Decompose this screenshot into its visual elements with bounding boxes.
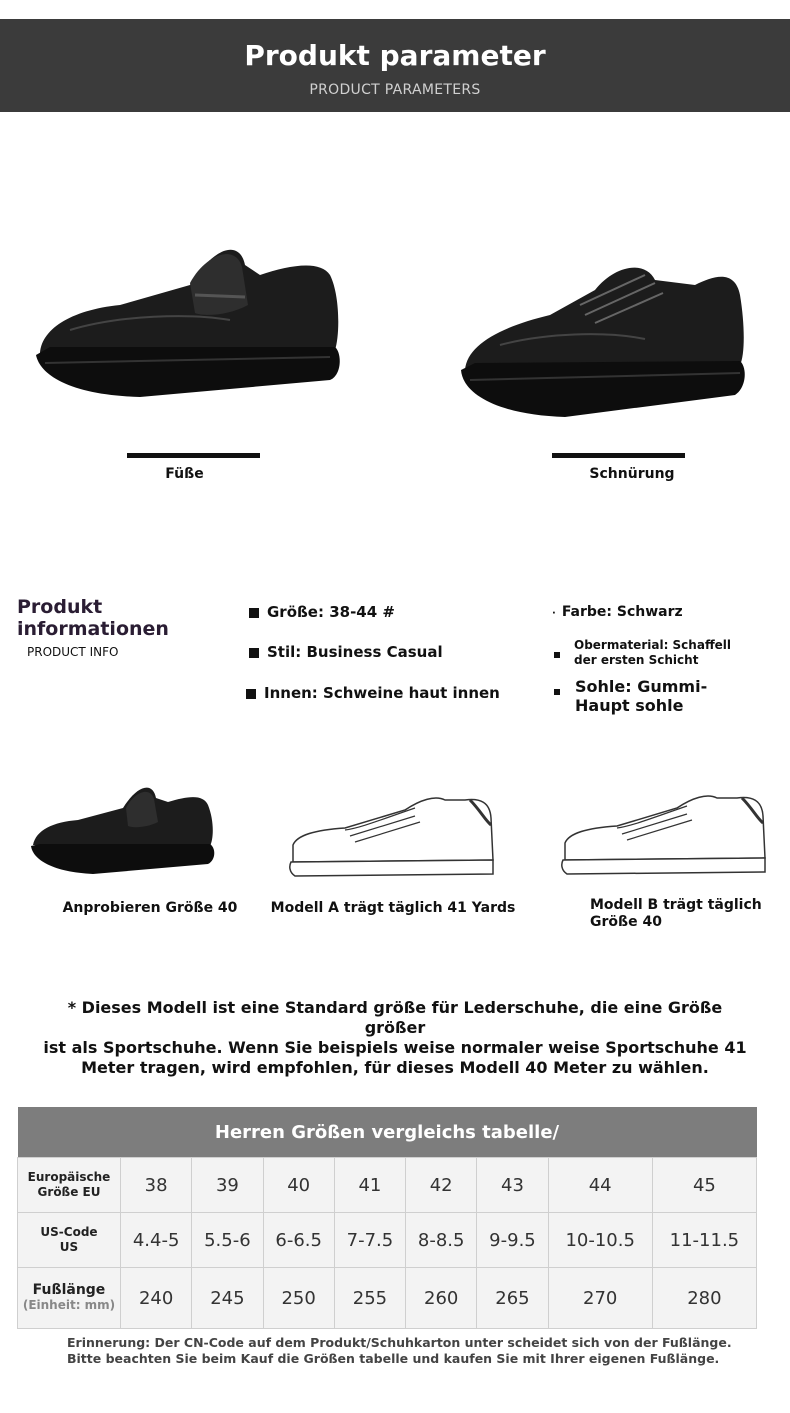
info-title: [17, 596, 169, 640]
info-upper: Obermaterial: Schaffell der ersten Schicht: [574, 638, 732, 667]
bullet-icon: [246, 689, 256, 699]
sizing-note: * Dieses Modell ist eine Standard größe für Lederschuhe, die eine Größe größer ist als Sportschuhe. Wenn Sie beispiels weise normaler weise Sportschuhe 41 Meter tragen, wird empfohlen, für dieses Modell 40 Meter zu wählen.: [43, 998, 747, 1077]
sneaker-b-image: [557, 788, 772, 883]
table-cell: 11-11.5: [652, 1213, 756, 1268]
info-color: · Farbe: Schwarz: [552, 604, 683, 620]
table-cell: 245: [192, 1268, 263, 1329]
reminder-text: Erinnerung: Der CN-Code auf dem Produkt/Schuhkarton unter scheidet sich von der Fußlänge. Bitte beachten Sie beim Kauf die Größen tabelle und kaufen Sie mit Ihrer eigenen Fußlänge.: [67, 1335, 732, 1366]
table-cell: 6-6.5: [263, 1213, 334, 1268]
table-cell: 280: [652, 1268, 756, 1329]
bullet-icon: [554, 652, 560, 658]
table-cell: 270: [548, 1268, 652, 1329]
page-title: Produkt parameter: [244, 39, 546, 72]
table-cell: 9-9.5: [477, 1213, 548, 1268]
table-cell: 40: [263, 1158, 334, 1213]
table-cell: 250: [263, 1268, 334, 1329]
fit-try-on: Anprobieren Größe 40: [62, 900, 238, 916]
table-cell: 4.4-5: [121, 1213, 192, 1268]
table-cell: 45: [652, 1158, 756, 1213]
info-sole: Sohle: Gummi- Haupt sohle: [575, 677, 708, 715]
sneaker-a-image: [285, 790, 500, 885]
info-style: Stil: Business Casual: [249, 643, 443, 661]
laceup-shoe-image: [455, 255, 750, 425]
table-cell: 7-7.5: [334, 1213, 405, 1268]
info-title-line2: informationen: [17, 618, 169, 640]
row-header-eu: Europäische Größe EU: [18, 1158, 121, 1213]
caption-laceup: Schnürung: [589, 466, 675, 482]
bullet-icon: [249, 608, 259, 618]
info-inner: Innen: Schweine haut innen: [246, 684, 500, 702]
table-cell: 5.5-6: [192, 1213, 263, 1268]
table-cell: 43: [477, 1158, 548, 1213]
info-title-line1: Produkt: [17, 596, 103, 618]
size-table-title: Herren Größen vergleichs tabelle/: [18, 1107, 757, 1158]
table-cell: 260: [406, 1268, 477, 1329]
fit-model-b: Modell B trägt täglich Größe 40: [590, 897, 762, 930]
info-subtitle: PRODUCT INFO: [27, 645, 119, 659]
fit-loafer-image: [28, 780, 218, 880]
info-size: Größe: 38-44 #: [249, 603, 395, 621]
size-table: [17, 1107, 757, 1329]
row-header-us: US-Code US: [18, 1213, 121, 1268]
table-row-us: [18, 1213, 757, 1268]
bullet-icon: [249, 648, 259, 658]
caption-bar-right: [552, 453, 685, 458]
table-cell: 255: [334, 1268, 405, 1329]
table-cell: 10-10.5: [548, 1213, 652, 1268]
table-cell: 38: [121, 1158, 192, 1213]
caption-loafer: Füße: [165, 466, 204, 482]
table-cell: 42: [406, 1158, 477, 1213]
table-cell: 41: [334, 1158, 405, 1213]
header-banner: [0, 19, 790, 112]
table-row-eu: [18, 1158, 757, 1213]
table-cell: 44: [548, 1158, 652, 1213]
row-header-foot: Fußlänge (Einheit: mm): [18, 1268, 121, 1329]
table-row-foot: [18, 1268, 757, 1329]
table-cell: 265: [477, 1268, 548, 1329]
table-cell: 8-8.5: [406, 1213, 477, 1268]
page-subtitle: PRODUCT PARAMETERS: [309, 82, 481, 98]
loafer-shoe-image: [30, 235, 350, 410]
caption-bar-left: [127, 453, 260, 458]
bullet-icon: [554, 689, 560, 695]
fit-model-a: Modell A trägt täglich 41 Yards: [270, 900, 516, 916]
table-cell: 240: [121, 1268, 192, 1329]
table-cell: 39: [192, 1158, 263, 1213]
